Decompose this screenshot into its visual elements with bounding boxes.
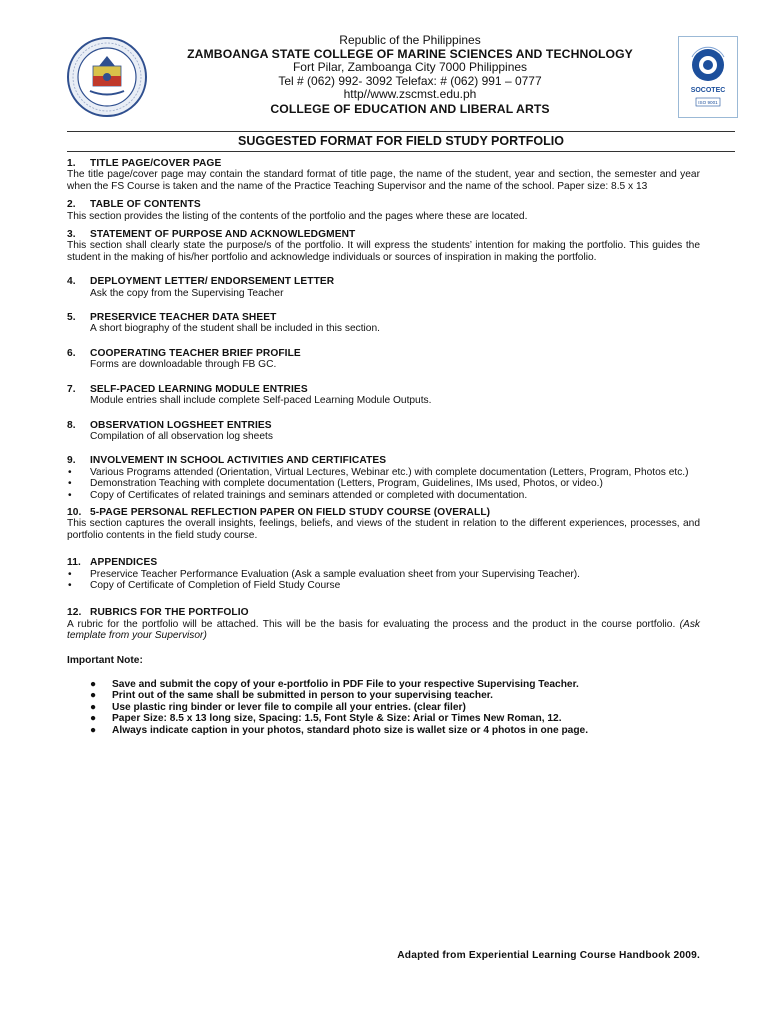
section-heading: 4. DEPLOYMENT LETTER/ ENDORSEMENT LETTER	[67, 276, 335, 288]
section-module-entries	[67, 384, 700, 407]
section-title-page	[67, 158, 700, 192]
section-heading: 5. PRESERVICE TEACHER DATA SHEET	[67, 312, 277, 324]
phone-line: Tel # (062) 992- 3092 Telefax: # (062) 991 – 0777	[278, 73, 542, 88]
letterhead	[0, 30, 768, 120]
socotec-text: SOCOTEC	[690, 87, 726, 94]
note-item: ● Use plastic ring binder or lever file to compile all your entries. (clear filer)	[90, 701, 466, 713]
section-appendices	[67, 557, 700, 591]
important-note-list	[67, 679, 700, 736]
section-text: This section provides the listing of the contents of the portfolio and the pages where these are located.	[67, 210, 528, 222]
section-heading: 7. SELF-PACED LEARNING MODULE ENTRIES	[67, 383, 308, 395]
section-text: Ask the copy from the Supervising Teacher	[90, 287, 284, 299]
section-text: A short biography of the student shall be included in this section.	[90, 323, 380, 335]
list-item: • Copy of Certificate of Completion of Field Study Course	[68, 579, 341, 591]
iso-text: ISO 9001	[698, 100, 718, 106]
department-name: COLLEGE OF EDUCATION AND LIBERAL ARTS	[270, 101, 550, 116]
title-rule-bottom	[67, 151, 735, 152]
section-observation-logsheet	[67, 420, 700, 443]
section-heading: 6. COOPERATING TEACHER BRIEF PROFILE	[67, 347, 301, 359]
address-line: Fort Pilar, Zamboanga City 7000 Philippines	[292, 60, 528, 74]
title-rule-top	[67, 131, 735, 132]
footer-citation: Adapted from Experiential Learning Course Handbook 2009.	[397, 950, 700, 961]
section-heading: 8. OBSERVATION LOGSHEET ENTRIES	[67, 419, 272, 431]
socotec-certification-logo	[678, 36, 738, 118]
list-item: • Demonstration Teaching with complete documentation (Letters, Program, Guidelines, IMs used, Photos, or video.)	[68, 478, 603, 490]
portfolio-format-body	[67, 158, 700, 736]
section-text: The title page/cover page may contain the standard format of title page, the name of the student, year and section, the semester and year when the FS Course is taken and the name of the Practice Teaching Supervisor and the name of the school. Paper size: 8.5 x 13	[67, 169, 700, 192]
section-heading: 10. 5-PAGE PERSONAL REFLECTION PAPER ON FIELD STUDY COURSE (OVERALL)	[67, 506, 491, 518]
section-heading: 2. TABLE OF CONTENTS	[67, 199, 201, 211]
section-text-italic: (Ask template from your Supervisor)	[67, 618, 700, 642]
note-item: ● Print out of the same shall be submitted in person to your supervising teacher.	[90, 690, 493, 702]
list-item: • Copy of Certificates of related trainings and seminars attended or completed with documentation.	[68, 489, 528, 501]
section-table-of-contents	[67, 199, 700, 222]
republic-line: Republic of the Philippines	[339, 33, 481, 47]
note-item: ● Always indicate caption in your photos, standard photo size is wallet size or 4 photos in one page.	[90, 724, 589, 736]
section-text: Compilation of all observation log sheets	[90, 430, 273, 442]
section-teacher-data-sheet	[67, 312, 700, 335]
page-title: SUGGESTED FORMAT FOR FIELD STUDY PORTFOLIO	[238, 134, 564, 148]
section-text: Module entries shall include complete Self-paced Learning Module Outputs.	[90, 395, 432, 407]
section-heading: 11. APPENDICES	[67, 557, 158, 569]
section-text: This section shall clearly state the purpose/s of the portfolio. It will express the students’ intention for making the portfolio. This guides the student in the making of his/her portfolio and acknowledge individuals or sources of inspiration in making the portfolio.	[67, 240, 700, 263]
section-text: Forms are downloadable through FB GC.	[90, 359, 277, 371]
note-item: ● Paper Size: 8.5 x 13 long size, Spacing: 1.5, Font Style & Size: Arial or Times New Roman, 12.	[90, 713, 562, 725]
section-reflection-paper	[67, 507, 700, 541]
section-text: A rubric for the portfolio will be attached. This will be the basis for evaluating the process and the product in the course portfolio. (Ask template from your Supervisor)	[67, 618, 700, 642]
college-name: ZAMBOANGA STATE COLLEGE OF MARINE SCIENCES AND TECHNOLOGY	[187, 46, 633, 61]
section-school-activities	[67, 455, 700, 501]
section-heading: 1. TITLE PAGE/COVER PAGE	[67, 158, 222, 169]
section-heading: 3. STATEMENT OF PURPOSE AND ACKNOWLEDGMENT	[67, 229, 356, 241]
list-item: • Various Programs attended (Orientation, Virtual Lectures, Webinar etc.) with complete documentation (Letters, Program, Photos etc.)	[68, 466, 689, 478]
section-heading: 9. INVOLVEMENT IN SCHOOL ACTIVITIES AND CERTIFICATES	[67, 455, 387, 467]
section-heading: 12. RUBRICS FOR THE PORTFOLIO	[67, 607, 249, 619]
note-item: ● Save and submit the copy of your e-portfolio in PDF File to your respective Supervising Teacher.	[90, 679, 579, 690]
list-item: • Preservice Teacher Performance Evaluation (Ask a sample evaluation sheet from your Supervising Teacher).	[68, 568, 580, 580]
section-text: This section captures the overall insights, feelings, beliefs, and views of the student in relation to the different experiences, processes, and portfolio contents in the field study course.	[67, 518, 700, 541]
important-note-heading: Important Note:	[67, 654, 143, 666]
section-rubrics	[67, 607, 700, 641]
section-deployment-letter	[67, 276, 700, 299]
college-seal-logo	[66, 36, 148, 118]
section-statement-of-purpose	[67, 229, 700, 263]
website-line: http//www.zscmst.edu.ph	[343, 87, 477, 101]
section-cooperating-teacher-profile	[67, 348, 700, 371]
